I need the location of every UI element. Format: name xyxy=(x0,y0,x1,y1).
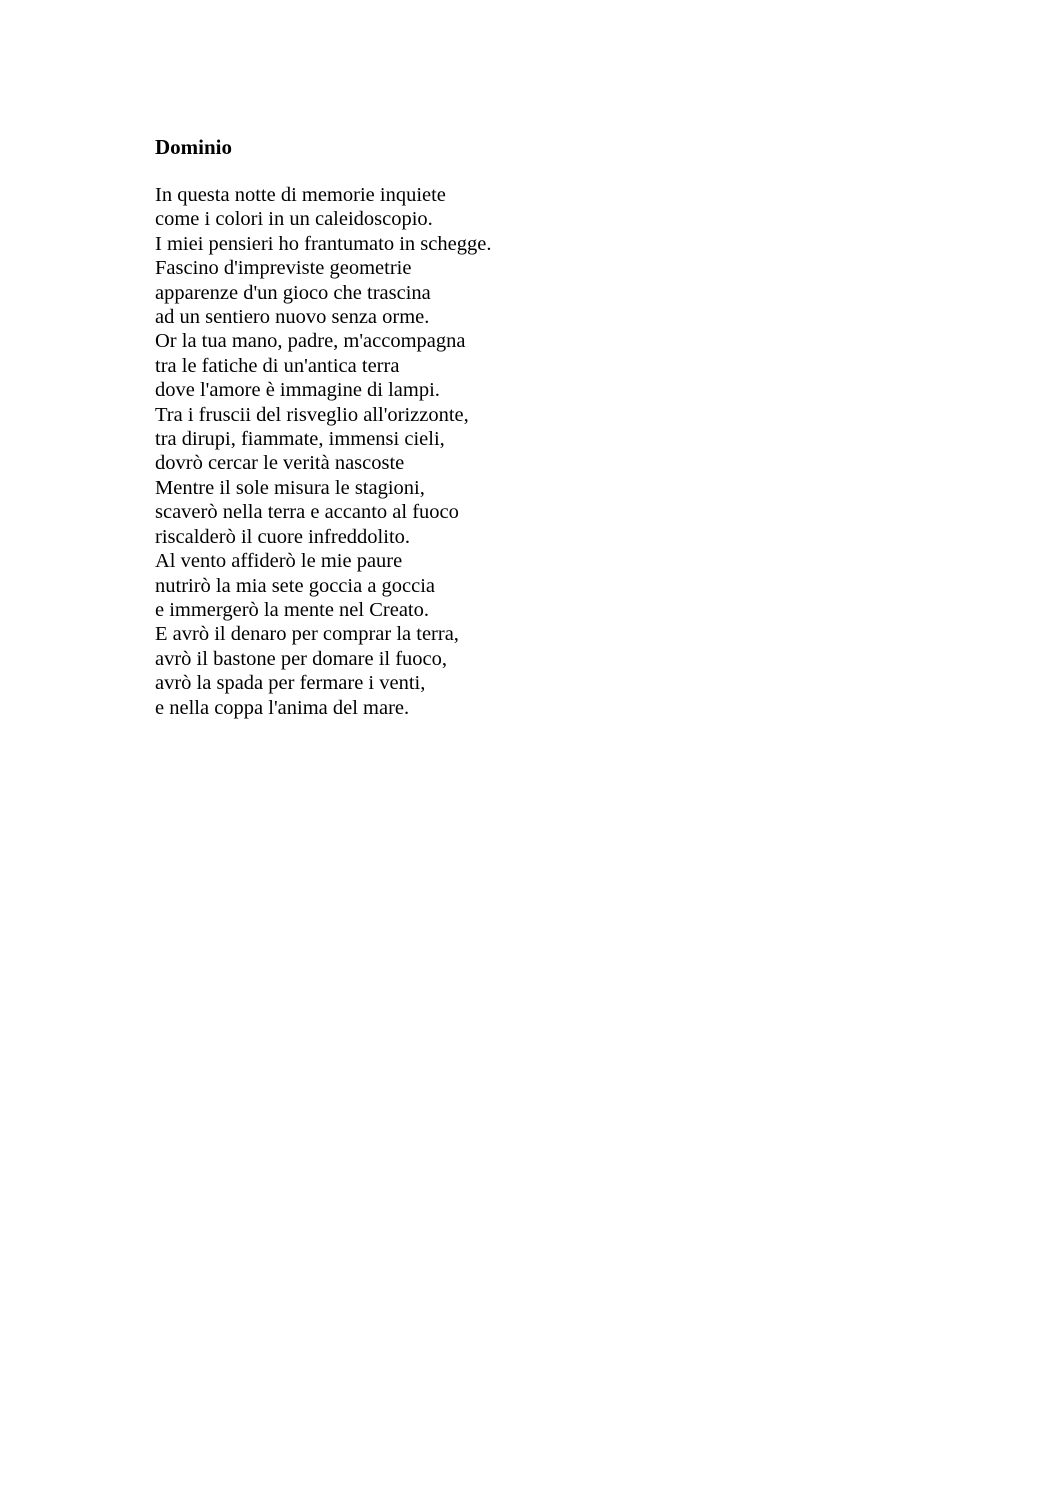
poem-line: e immergerò la mente nel Creato. xyxy=(155,598,429,621)
poem-line: dove l'amore è immagine di lampi. xyxy=(155,379,440,402)
poem-line: come i colori in un caleidoscopio. xyxy=(155,208,433,231)
poem-line: tra dirupi, fiammate, immensi cieli, xyxy=(155,428,445,451)
poem-line: In questa notte di memorie inquiete xyxy=(155,184,446,206)
poem-line: avrò il bastone per domare il fuoco, xyxy=(155,647,448,670)
poem-line: dovrò cercar le verità nascoste xyxy=(155,452,405,475)
poem-line: nutrirò la mia sete goccia a goccia xyxy=(155,574,436,597)
poem-line: ad un sentiero nuovo senza orme. xyxy=(155,306,430,329)
poem-line: Or la tua mano, padre, m'accompagna xyxy=(155,330,466,353)
poem-line: tra le fatiche di un'antica terra xyxy=(155,354,400,377)
poem-body xyxy=(155,183,491,720)
poem-title: Dominio xyxy=(155,135,233,159)
poem-line: riscalderò il cuore infreddolito. xyxy=(155,525,411,548)
poem-line: E avrò il denaro per comprar la terra, xyxy=(155,623,459,646)
poem-line: Fascino d'impreviste geometrie xyxy=(155,257,412,280)
poem-line: Tra i fruscii del risveglio all'orizzonte, xyxy=(155,403,469,426)
poem-line: Al vento affiderò le mie paure xyxy=(155,550,403,573)
poem-line: Mentre il sole misura le stagioni, xyxy=(155,476,425,499)
poem-line: I miei pensieri ho frantumato in schegge. xyxy=(155,232,492,255)
poem-line: avrò la spada per fermare i venti, xyxy=(155,672,426,695)
poem-line: scaverò nella terra e accanto al fuoco xyxy=(155,501,459,524)
poem-line: e nella coppa l'anima del mare. xyxy=(155,696,410,719)
poem-line: apparenze d'un gioco che trascina xyxy=(155,281,431,304)
